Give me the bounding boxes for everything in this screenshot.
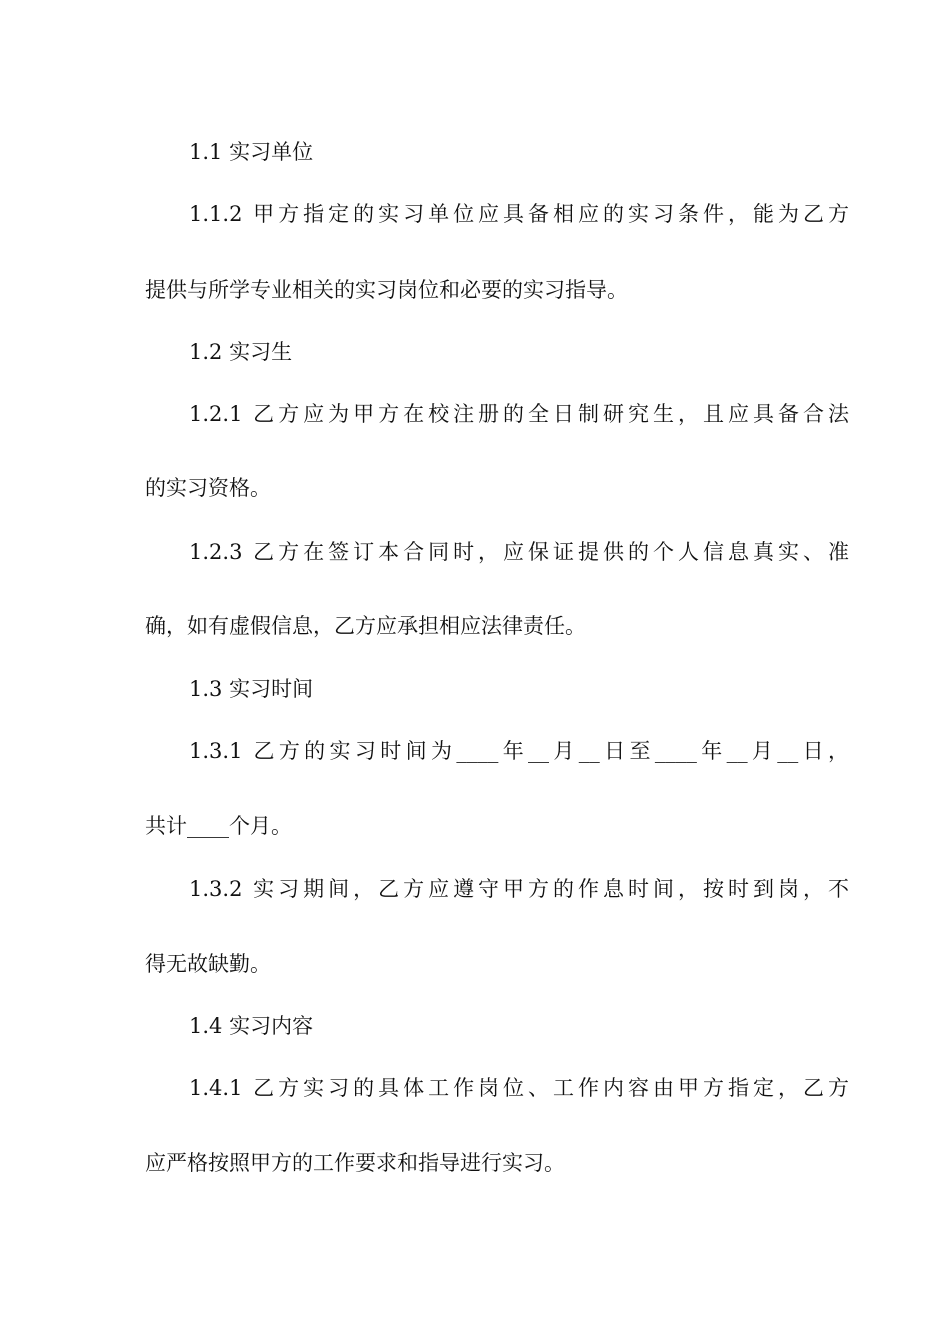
heading-text: 1.4 实习内容 <box>189 1014 314 1038</box>
section-heading-1-1 <box>145 118 849 186</box>
clause-text: 的实习资格。 <box>145 476 271 500</box>
clause-1-1-2-line-2 <box>145 256 805 324</box>
clause-text: 得无故缺勤。 <box>145 952 271 976</box>
clause-1-3-2-line-2 <box>145 930 805 998</box>
clause-text: 1.2.3 乙方在签订本合同时，应保证提供的个人信息真实、准 <box>189 540 849 564</box>
clause-text: 1.4.1 乙方实习的具体工作岗位、工作内容由甲方指定，乙方 <box>189 1076 849 1100</box>
clause-1-4-1-line-1 <box>145 1054 849 1122</box>
clause-text: 提供与所学专业相关的实习岗位和必要的实习指导。 <box>145 278 628 302</box>
clause-1-3-1-line-1 <box>145 717 849 785</box>
clause-1-3-1-line-2 <box>145 792 805 860</box>
clause-text: 确，如有虚假信息，乙方应承担相应法律责任。 <box>145 614 586 638</box>
heading-text: 1.3 实习时间 <box>189 677 314 701</box>
clause-text: 1.3.1 乙方的实习时间为____年__月__日至____年__月__日， <box>189 739 849 763</box>
section-heading-1-3 <box>145 655 849 723</box>
clause-1-2-3-line-1 <box>145 518 849 586</box>
clause-1-2-1-line-2 <box>145 454 805 522</box>
clause-1-2-1-line-1 <box>145 380 849 448</box>
clause-1-2-3-line-2 <box>145 592 805 660</box>
clause-text: 1.2.1 乙方应为甲方在校注册的全日制研究生，且应具备合法 <box>189 402 849 426</box>
heading-text: 1.1 实习单位 <box>189 140 314 164</box>
clause-text: 1.1.2 甲方指定的实习单位应具备相应的实习条件，能为乙方 <box>189 202 849 226</box>
heading-text: 1.2 实习生 <box>189 340 293 364</box>
section-heading-1-2 <box>145 318 849 386</box>
clause-1-1-2-line-1 <box>145 180 849 248</box>
clause-text: 1.3.2 实习期间，乙方应遵守甲方的作息时间，按时到岗，不 <box>189 877 849 901</box>
clause-text: 共计____个月。 <box>145 814 292 838</box>
section-heading-1-4 <box>145 992 849 1060</box>
clause-1-3-2-line-1 <box>145 855 849 923</box>
clause-1-4-1-line-2 <box>145 1129 805 1197</box>
clause-text: 应严格按照甲方的工作要求和指导进行实习。 <box>145 1151 565 1175</box>
